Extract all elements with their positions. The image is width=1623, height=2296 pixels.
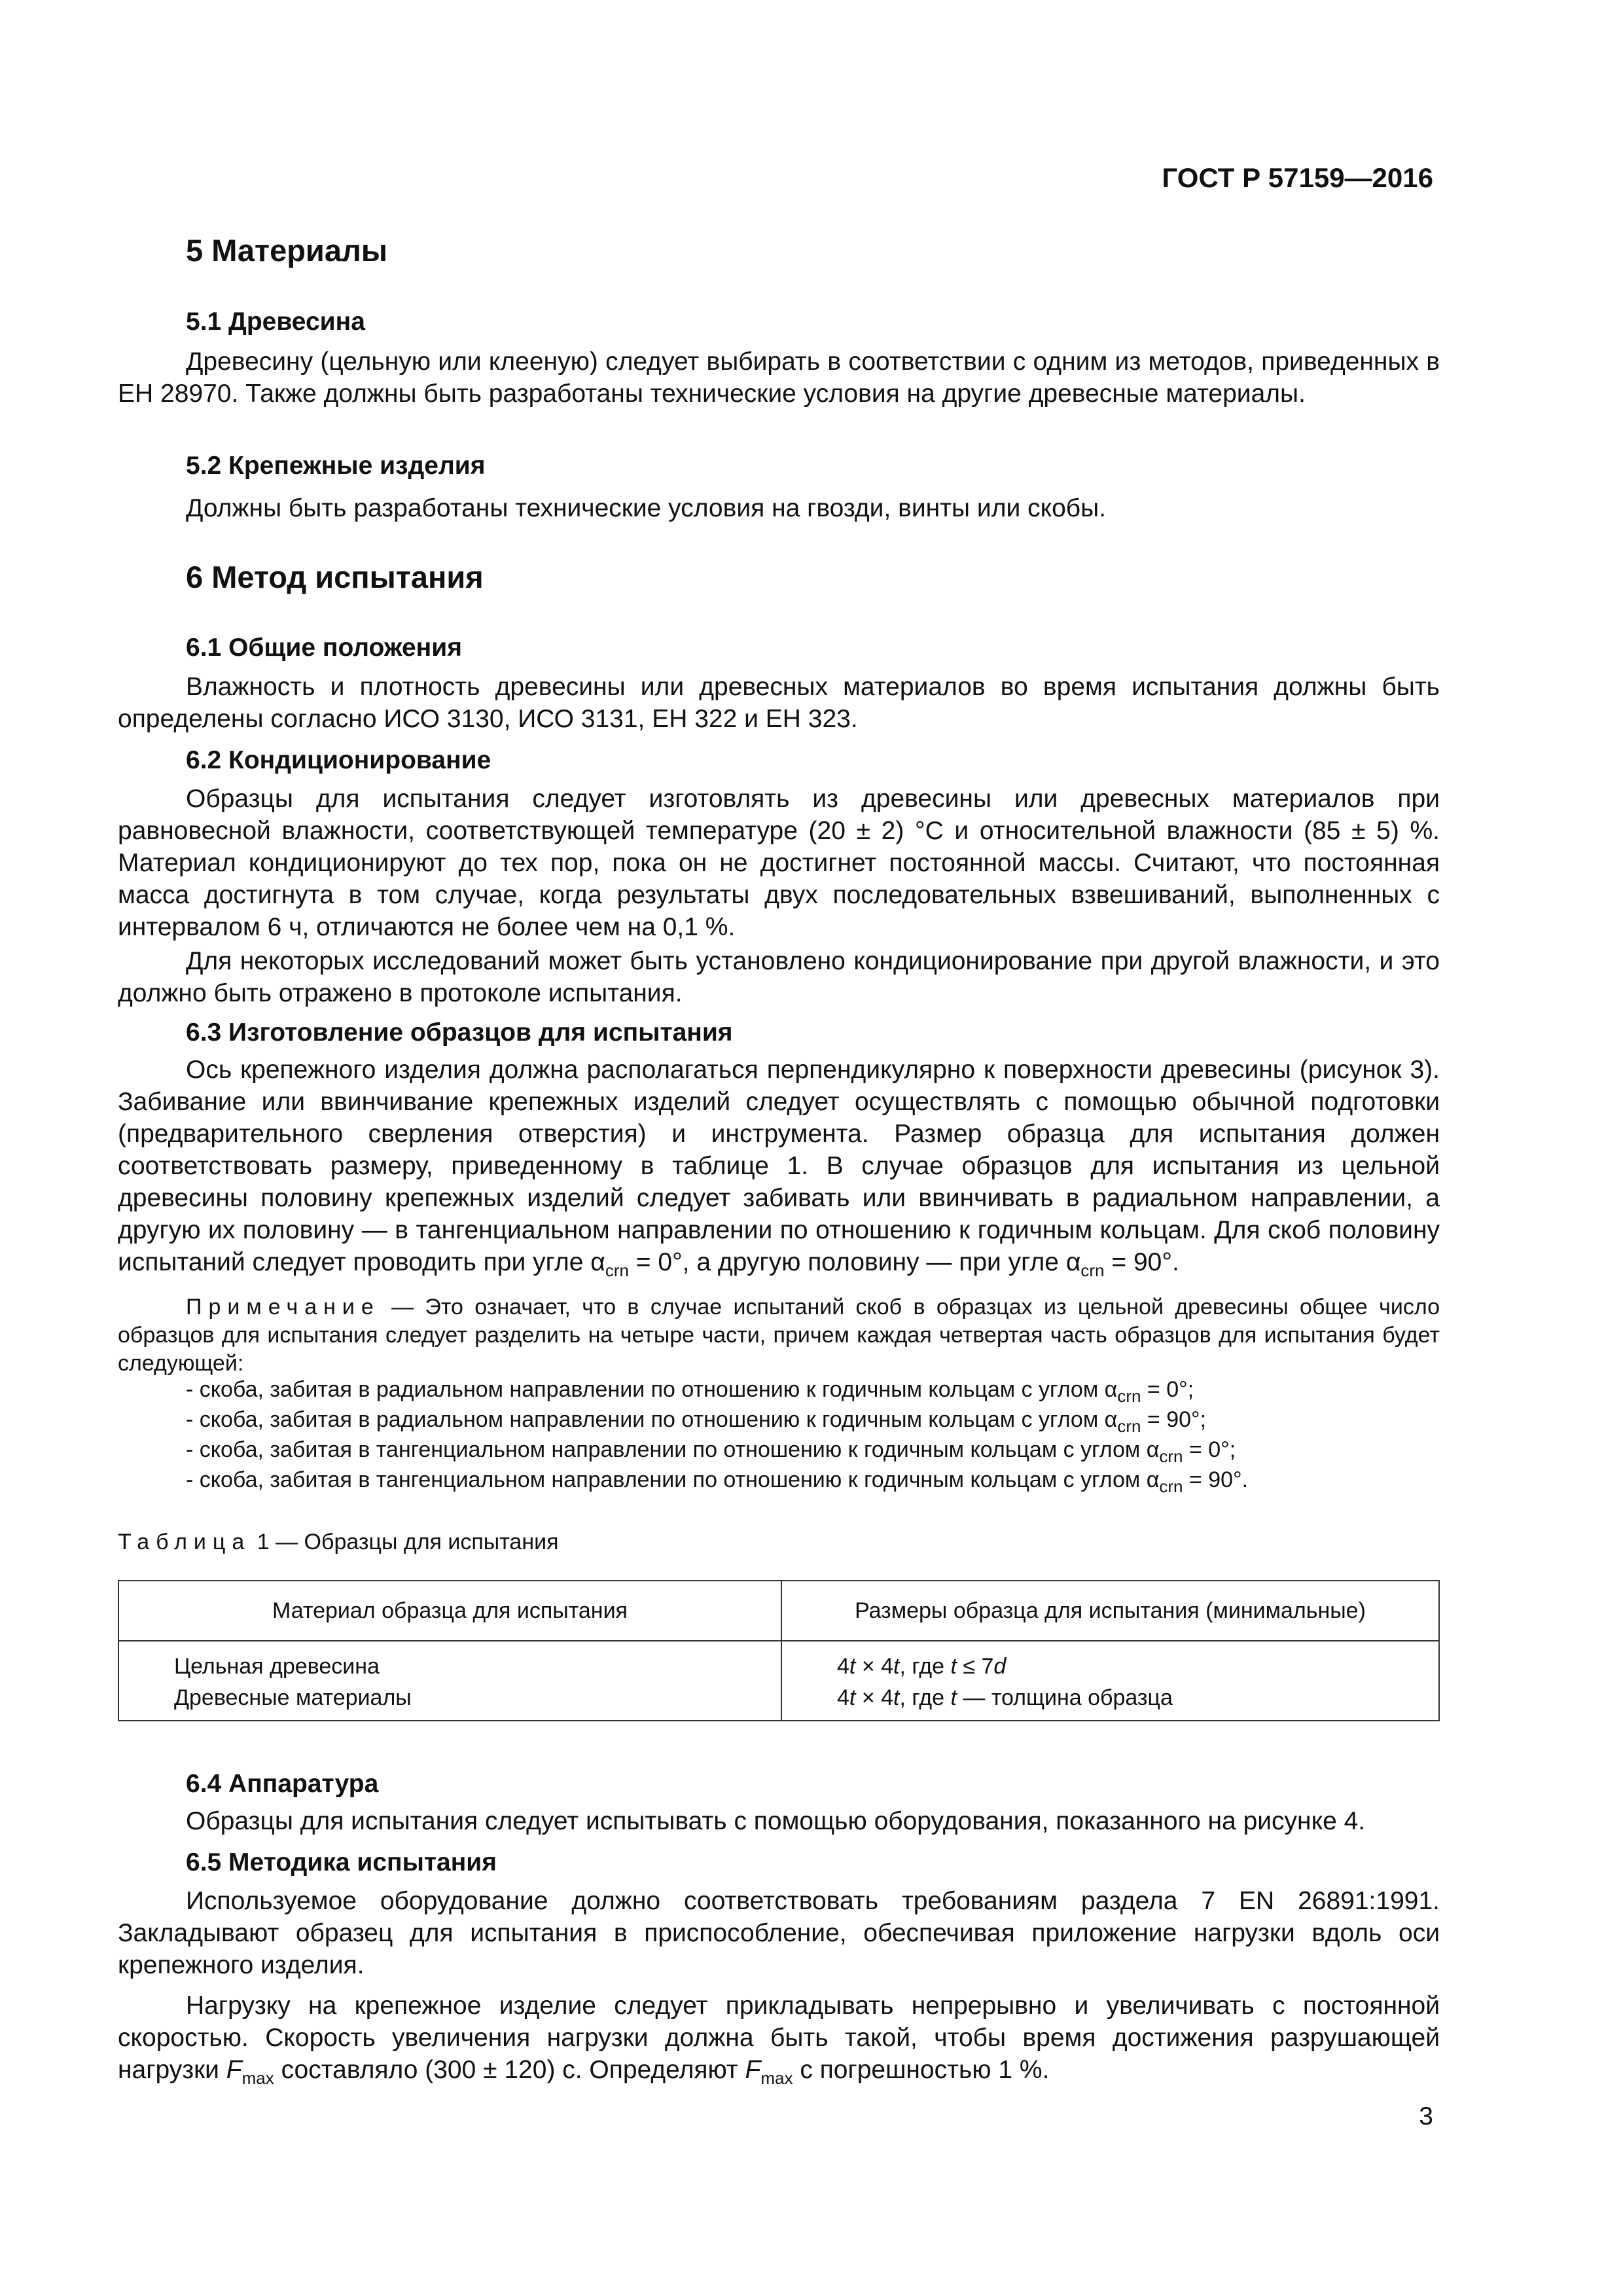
note-list-item [186,1437,1236,1467]
size-times: × 4 [855,1654,894,1679]
alpha-subscript: crn [1159,1476,1183,1496]
note-label: Примечание [186,1295,380,1319]
note-list-item [186,1467,1248,1497]
section-6-2-paragraph-2: Для некоторых исследований может быть установлено кондиционирование при другой влажности, и это должно быть отражено в протоколе испытания. [118,947,1440,1007]
alpha-symbol: α [590,1248,605,1276]
alpha-subscript: crn [1117,1416,1141,1436]
section-6-5-paragraph-2 [118,1990,1440,2094]
standard-number: ГОСТ Р 57159—2016 [1162,162,1433,193]
note-item-value: = 90°; [1141,1407,1207,1432]
size-condition: ≤ 7 [956,1654,994,1679]
section-5-1-heading: 5.1 Древесина [186,308,365,336]
symbol-t: t [849,1654,856,1679]
note-list-item [186,1407,1206,1437]
section-6-2-heading: 6.2 Кондиционирование [186,746,491,774]
section-6-3-text-mid: = 0°, а другую половину — при угле [635,1248,1059,1276]
table-row [118,1641,1439,1721]
symbol-t: t [849,1685,856,1710]
size-coef: 4 [837,1685,849,1710]
note-list-item [186,1377,1194,1407]
note-item-value: = 90°. [1183,1467,1249,1492]
section-6-5-text-a: Нагрузку на крепежное изделие следует прикладывать непрерывно и увеличивать с постоянной скоростью. Скорость увеличения нагрузки должна быть такой, чтобы время достижения разрушающей нагрузки [118,1992,1440,2084]
symbol-d: d [993,1654,1007,1679]
section-6-1-text: Влажность и плотность древесины или древесных материалов во время испытания должны быть определены согласно ИСО 3130, ИСО 3131, ЕН 322 и ЕН 323. [118,673,1440,733]
table-header-size: Размеры образца для испытания (минимальные) [781,1581,1439,1641]
alpha-symbol: α [1104,1377,1118,1402]
table-caption-label: Таблица [118,1530,251,1554]
section-5-1-text: Древесину (цельную или клееную) следует выбирать в соответствии с одним из методов, приведенных в ЕН 28970. Также должны быть разработаны технические условия на другие древесные материалы. [118,348,1440,408]
section-6-3-paragraph [118,1054,1440,1287]
alpha-symbol: α [1146,1437,1160,1462]
alpha-symbol: α [1104,1407,1118,1432]
table-header-material: Материал образца для испытания [118,1581,781,1641]
page-number: 3 [1419,2102,1433,2130]
section-6-2-paragraph-1: Образцы для испытания следует изготовлять из древесины или древесных материалов при равновесной влажности, соответствующей температуре (20 ± 2) °С и относительной влажности (85 ± 5) %. Материал кондиционируют до тех пор, пока он не достигнет постоянной массы. Считают, что постоянная масса достигнута в том случае, когда результаты двух последовательных взвешиваний, выполненных с интервалом 6 ч, отличаются не более чем на 0,1 %. [118,785,1440,941]
section-6-4-text: Образцы для испытания следует испытывать с помощью оборудования, показанного на рисунке 4. [186,1807,1366,1835]
symbol-t: t [893,1685,900,1710]
table-cell-material [118,1641,781,1721]
alpha-subscript: crn [1159,1446,1183,1466]
section-6-3-text-end: = 90°. [1111,1248,1179,1276]
table-cell-size [781,1641,1439,1721]
note-item-text: - скоба, забитая в радиальном направлении по отношению к годичным кольцам с углом [186,1407,1105,1432]
material-wood-based: Древесные материалы [174,1685,412,1710]
section-6-3-heading: 6.3 Изготовление образцов для испытания [186,1018,733,1047]
note-item-text: - скоба, забитая в тангенциальном направлении по отношению к годичным кольцам с углом [186,1467,1147,1492]
size-row-wood-based [837,1682,1438,1713]
size-times: × 4 [855,1685,894,1710]
section-6-5-text-c: с погрешностью 1 %. [800,2056,1050,2084]
size-thickness: — толщина образца [956,1685,1173,1710]
section-6-5-heading: 6.5 Методика испытания [186,1848,497,1876]
alpha-symbol: α [1146,1467,1160,1492]
symbol-t: t [950,1654,957,1679]
section-5-2-heading: 5.2 Крепежные изделия [186,452,486,480]
symbol-t: t [893,1654,900,1679]
section-6-5-paragraph-1: Используемое оборудование должно соответствовать требованиям раздела 7 EN 26891:1991. Закладывают образец для испытания в приспособление, обеспечивая приложение нагрузки вдоль оси крепежного изделия. [118,1887,1440,1979]
note-item-value: = 0°; [1183,1437,1236,1462]
section-6-heading: 6 Метод испытания [186,560,484,594]
F-subscript: max [760,2068,793,2088]
material-solid-wood: Цельная древесина [174,1654,380,1679]
size-coef: 4 [837,1654,849,1679]
alpha-subscript: crn [1080,1260,1105,1280]
size-where: , где [899,1654,951,1679]
section-5-2-text: Должны быть разработаны технические условия на гвозди, винты или скобы. [186,494,1106,522]
size-where: , где [899,1685,951,1710]
table-caption [118,1530,559,1555]
note-item-text: - скоба, забитая в тангенциальном направлении по отношению к годичным кольцам с углом [186,1437,1147,1462]
section-6-3-text-main: Ось крепежного изделия должна располагаться перпендикулярно к поверхности древесины (рисунок 3). Забивание или ввинчивание крепежных изделий следует осуществлять с помощью обычной подготовки (предварительного сверления отверстия) и инструмента. Размер образца для испытания должен соответствовать размеру, приведенному в таблице 1. В случае образцов для испытания из цельной древесины половину крепежных изделий следует забивать или ввинчивать в радиальном направлении, а другую их половину — в тангенциальном направлении по отношению к годичным кольцам. Для скоб половину испытаний следует проводить при угле [118,1056,1440,1276]
section-6-5-text-b: составляло (300 ± 120) с. Определяют [281,2056,738,2084]
table-header-row [118,1581,1439,1641]
section-5-heading: 5 Материалы [186,233,387,268]
table-caption-title: 1 — Образцы для испытания [251,1530,559,1554]
alpha-subscript: crn [605,1260,629,1280]
section-6-4-heading: 6.4 Аппаратура [186,1770,379,1798]
symbol-F: F [745,2056,761,2084]
F-subscript: max [241,2068,274,2088]
note-text: — Это означает, что в случае испытаний скоб в образцах из цельной древесины общее число образцов для испытания следует разделить на четыре части, причем каждая четвертая часть образцов для испытания будет следующей: [118,1295,1440,1376]
symbol-t: t [950,1685,957,1710]
note-item-text: - скоба, забитая в радиальном направлении по отношению к годичным кольцам с углом [186,1377,1105,1402]
note-item-value: = 0°; [1141,1377,1194,1402]
note-paragraph [118,1293,1440,1378]
alpha-subscript: crn [1117,1386,1141,1406]
alpha-symbol: α [1065,1248,1081,1276]
symbol-F: F [226,2056,242,2084]
table-1 [118,1580,1440,1721]
size-row-solid-wood [837,1651,1438,1682]
section-6-1-heading: 6.1 Общие положения [186,634,462,662]
